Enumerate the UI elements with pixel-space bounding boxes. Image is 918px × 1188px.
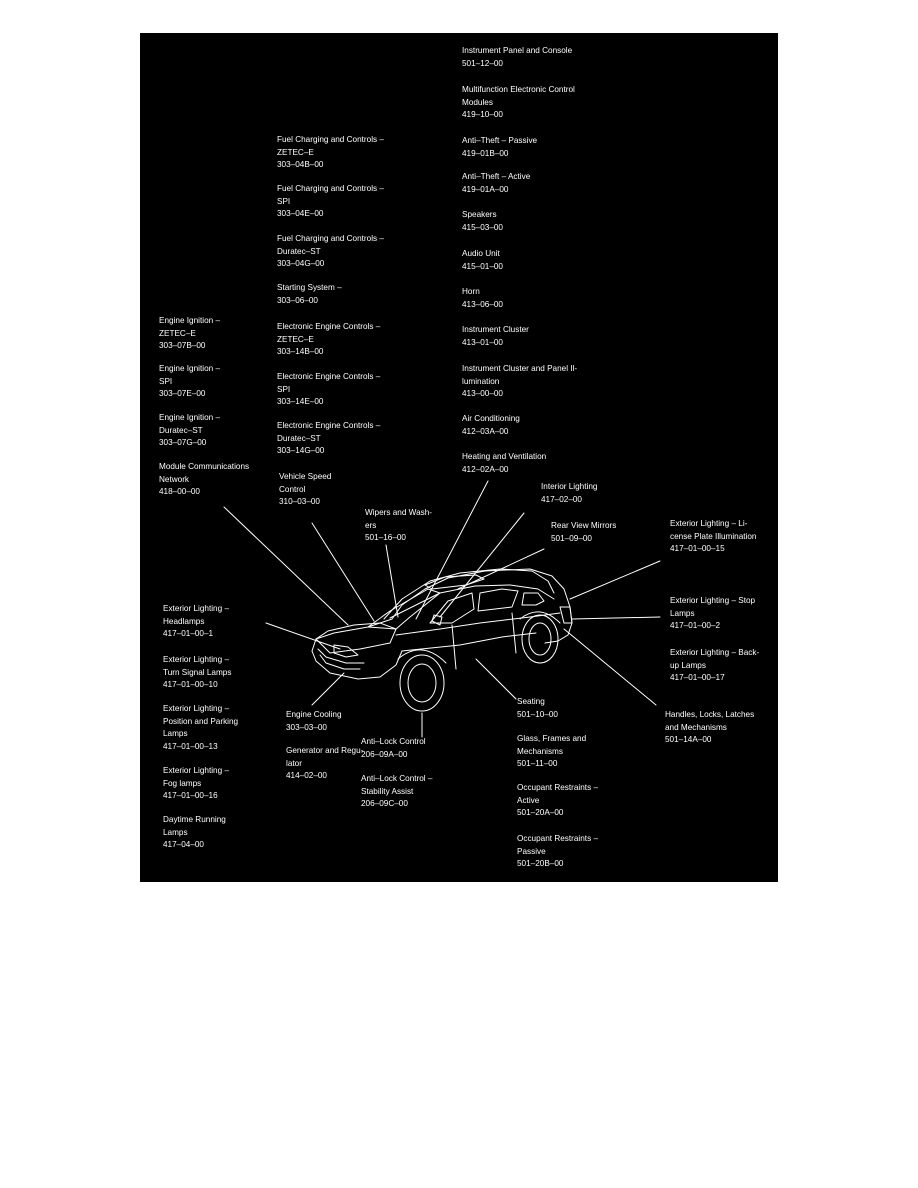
label-title: Audio Unit	[462, 249, 500, 258]
label-code: 413–01–00	[462, 337, 503, 347]
label-code: 206–09C–00	[361, 799, 408, 809]
label-title: Instrument Cluster	[462, 325, 529, 334]
label-code: 417–01–00–13	[163, 741, 218, 751]
label-title: Instrument Panel and Console	[462, 46, 573, 55]
label-eec-duratec	[277, 420, 380, 458]
label-title-2: SPI	[277, 196, 291, 206]
leader-handles	[564, 629, 656, 705]
label-title-2: lumination	[462, 376, 500, 386]
label-title: Exterior Lighting – Li-	[670, 519, 748, 528]
label-antilock	[361, 736, 426, 761]
label-restraints-passive	[517, 833, 598, 871]
label-title: Speakers	[462, 210, 497, 219]
car-hood	[316, 623, 396, 653]
label-antitheft-passive	[462, 135, 537, 160]
label-code: 501–20A–00	[517, 808, 564, 818]
label-title: Anti–Theft – Active	[462, 172, 531, 181]
label-title: Daytime Running	[163, 815, 226, 824]
label-title: Interior Lighting	[541, 482, 598, 491]
label-multifunction-ecm	[462, 84, 575, 122]
label-title: Engine Ignition –	[159, 316, 220, 325]
label-antilock-stability	[361, 773, 432, 811]
label-title-2: Lamps	[670, 608, 695, 618]
label-title-2: Duratec–ST	[277, 433, 321, 443]
label-code: 303–07G–00	[159, 438, 207, 448]
label-generator	[286, 745, 363, 783]
label-fuel-spi	[277, 183, 384, 221]
label-title-2: and Mechanisms	[665, 722, 727, 732]
label-title-2: ZETEC–E	[159, 328, 196, 338]
label-title: Fuel Charging and Controls –	[277, 135, 384, 144]
car-illustration	[140, 33, 778, 882]
leader-interior-lighting	[440, 513, 524, 617]
label-title: Occupant Restraints –	[517, 783, 599, 792]
label-title-2: Lamps	[163, 827, 188, 837]
label-title: Engine Ignition –	[159, 364, 220, 373]
label-title-2: cense Plate Illumination	[670, 531, 757, 541]
label-stop-lamps	[670, 595, 755, 633]
label-title-2: SPI	[277, 384, 291, 394]
leader-heating	[416, 481, 488, 619]
label-code: 417–01–00–16	[163, 791, 218, 801]
label-code: 501–09–00	[551, 533, 592, 543]
label-title: Fuel Charging and Controls –	[277, 184, 384, 193]
label-engine-cooling	[286, 709, 342, 734]
label-headlamps	[163, 603, 229, 641]
label-title-2: ZETEC–E	[277, 147, 314, 157]
label-code: 415–03–00	[462, 222, 503, 232]
label-code: 310–03–00	[279, 497, 320, 507]
label-wipers	[365, 507, 432, 545]
label-code: 501–14A–00	[665, 735, 712, 745]
label-seating	[517, 696, 558, 721]
label-title: Multifunction Electronic Control	[462, 85, 575, 94]
label-title: Generator and Regu-	[286, 746, 364, 755]
label-title: Fuel Charging and Controls –	[277, 234, 384, 243]
leader-wipers	[386, 545, 398, 617]
label-heating-ventilation	[462, 451, 546, 476]
label-license-plate	[670, 518, 756, 556]
label-title: Module Communications	[159, 462, 250, 471]
label-title-2: ers	[365, 520, 377, 530]
label-fog-lamps	[163, 765, 229, 803]
label-title-2: Active	[517, 795, 540, 805]
label-title: Exterior Lighting – Back-	[670, 648, 760, 657]
label-fuel-duratec	[277, 233, 384, 271]
car-rear-lamp	[560, 607, 572, 623]
vehicle-system-diagram	[140, 33, 778, 882]
label-code: 303–07B–00	[159, 341, 206, 351]
label-title: Anti–Theft – Passive	[462, 136, 538, 145]
label-title-2: Mechanisms	[517, 746, 563, 756]
leader-module-comm	[224, 507, 348, 625]
label-title: Starting System –	[277, 283, 342, 292]
label-title-3: Lamps	[163, 729, 188, 739]
label-title: Exterior Lighting –	[163, 604, 229, 613]
label-module-comm	[159, 461, 249, 499]
label-title-2: Control	[279, 484, 306, 494]
label-code: 303–14B–00	[277, 347, 324, 357]
label-code: 303–06–00	[277, 295, 318, 305]
label-ignition-duratec	[159, 412, 220, 450]
leader-stop-lamps	[572, 617, 660, 619]
label-interior-lighting	[541, 481, 597, 506]
label-title-2: Fog lamps	[163, 778, 202, 788]
label-title: Handles, Locks, Latches	[665, 710, 755, 719]
label-horn	[462, 286, 503, 311]
label-title: Anti–Lock Control –	[361, 774, 433, 783]
label-speakers	[462, 209, 503, 234]
car-body-outline	[312, 569, 572, 651]
label-air-conditioning	[462, 413, 520, 438]
label-title-2: Headlamps	[163, 616, 205, 626]
label-title: Electronic Engine Controls –	[277, 372, 381, 381]
car-side-windows	[430, 593, 474, 623]
label-title: Rear View Mirrors	[551, 521, 617, 530]
label-title-2: Duratec–ST	[159, 425, 203, 435]
label-code: 419–01B–00	[462, 148, 509, 158]
leader-license-plate	[570, 561, 660, 599]
label-title: Exterior Lighting –	[163, 704, 229, 713]
label-code: 417–01–00–10	[163, 680, 218, 690]
label-position-parking	[163, 703, 238, 753]
label-code: 303–03–00	[286, 722, 327, 732]
label-title: Glass, Frames and	[517, 734, 587, 743]
label-title: Electronic Engine Controls –	[277, 421, 381, 430]
label-code: 303–14G–00	[277, 446, 325, 456]
label-code: 501–16–00	[365, 533, 406, 543]
label-title-2: ZETEC–E	[277, 334, 314, 344]
label-ignition-zetec	[159, 315, 220, 353]
label-restraints-active	[517, 782, 598, 820]
label-code: 501–11–00	[517, 759, 558, 769]
label-title: Instrument Cluster and Panel Il-	[462, 364, 578, 373]
label-title: Occupant Restraints –	[517, 834, 599, 843]
label-title: Vehicle Speed	[279, 472, 332, 481]
label-audio-unit	[462, 248, 503, 273]
label-code: 501–12–00	[462, 58, 503, 68]
label-eec-spi	[277, 371, 380, 409]
label-code: 303–14E–00	[277, 397, 324, 407]
label-code: 412–03A–00	[462, 426, 509, 436]
label-daytime-running-lamps	[163, 814, 226, 852]
leader-seating	[476, 659, 516, 699]
label-code: 418–00–00	[159, 487, 200, 497]
label-code: 412–02A–00	[462, 464, 509, 474]
label-code: 303–04B–00	[277, 160, 324, 170]
label-title-2: lator	[286, 758, 302, 768]
label-eec-zetec	[277, 321, 380, 359]
leader-headlamps	[266, 623, 340, 649]
label-code: 419–10–00	[462, 110, 503, 120]
label-title: Seating	[517, 697, 545, 706]
label-code: 501–10–00	[517, 709, 558, 719]
rear-wheel	[522, 615, 558, 663]
label-fuel-zetec	[277, 134, 384, 172]
label-code: 501–20B–00	[517, 859, 564, 869]
label-handles-locks	[665, 709, 754, 747]
label-title-2: Passive	[517, 846, 546, 856]
label-title-2: Turn Signal Lamps	[163, 667, 232, 677]
front-wheel	[400, 655, 444, 711]
label-title-2: Stability Assist	[361, 786, 414, 796]
leader-engine-cooling	[312, 673, 344, 705]
label-instrument-panel	[462, 45, 572, 70]
label-code: 303–04G–00	[277, 259, 325, 269]
label-code: 417–01–00–1	[163, 629, 214, 639]
label-glass-frames	[517, 733, 586, 771]
label-title: Electronic Engine Controls –	[277, 322, 381, 331]
label-title: Heating and Ventilation	[462, 452, 547, 461]
label-title-2: Duratec–ST	[277, 246, 321, 256]
label-title: Exterior Lighting –	[163, 655, 229, 664]
label-starting-system	[277, 282, 342, 307]
label-backup-lamps	[670, 647, 759, 685]
label-title-2: Network	[159, 474, 190, 484]
label-code: 415–01–00	[462, 261, 503, 271]
label-antitheft-active	[462, 171, 530, 196]
label-code: 303–07E–00	[159, 389, 206, 399]
label-title: Exterior Lighting – Stop	[670, 596, 756, 605]
label-title-2: Position and Parking	[163, 716, 239, 726]
label-title-2: up Lamps	[670, 660, 706, 670]
label-title-2: SPI	[159, 376, 173, 386]
label-title: Horn	[462, 287, 480, 296]
label-code: 303–04E–00	[277, 209, 324, 219]
label-turn-signal	[163, 654, 231, 692]
label-code: 417–01–00–17	[670, 673, 725, 683]
label-code: 419–01A–00	[462, 184, 509, 194]
label-title: Anti–Lock Control	[361, 737, 426, 746]
label-code: 413–06–00	[462, 299, 503, 309]
label-code: 413–00–00	[462, 389, 503, 399]
label-title: Engine Cooling	[286, 710, 342, 719]
label-title: Engine Ignition –	[159, 413, 220, 422]
label-ignition-spi	[159, 363, 220, 401]
label-instrument-cluster	[462, 324, 529, 349]
label-vehicle-speed	[279, 471, 331, 509]
label-rear-view-mirrors	[551, 520, 616, 545]
label-code: 417–01–00–15	[670, 544, 725, 554]
label-title: Air Conditioning	[462, 414, 520, 423]
label-title-2: Modules	[462, 97, 493, 107]
label-cluster-panel-illumination	[462, 363, 577, 401]
label-code: 206–09A–00	[361, 749, 408, 759]
label-title: Wipers and Wash-	[365, 508, 433, 517]
label-code: 417–01–00–2	[670, 621, 721, 631]
label-title: Exterior Lighting –	[163, 766, 229, 775]
label-code: 417–02–00	[541, 494, 582, 504]
label-code: 414–02–00	[286, 771, 327, 781]
label-code: 417–04–00	[163, 840, 204, 850]
